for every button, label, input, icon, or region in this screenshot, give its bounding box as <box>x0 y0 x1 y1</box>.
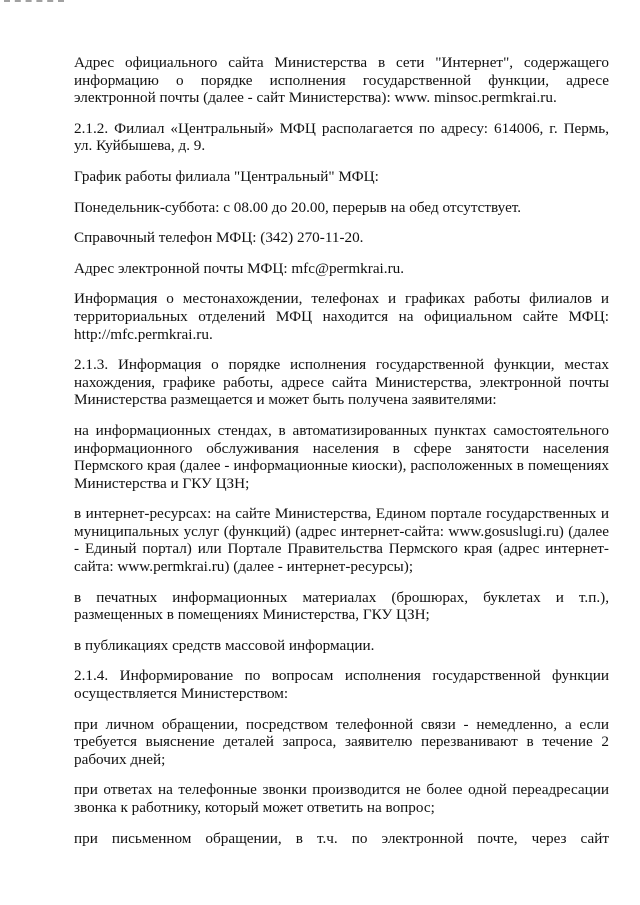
paragraph-personal-appeal: при личном обращении, посредством телефонной связи - немедленно, а если требуется выяснение деталей запроса, заявителю перезванивают в течение 2 рабочих дней; <box>74 715 609 768</box>
paragraph-site-address: Адрес официального сайта Министерства в сети "Интернет", содержащего информацию о порядке исполнения государственной функции, адресе электронной почты (далее - сайт Министерства): www. minsoc.permkrai.ru. <box>74 54 609 107</box>
paragraph-written-appeal: при письменном обращении, в т.ч. по электронной почте, через сайт <box>74 829 609 847</box>
paragraph-printed-materials: в печатных информационных материалах (брошюрах, буклетах и т.п.), размещенных в помещениях Министерства, ГКУ ЦЗН; <box>74 588 609 624</box>
paragraph-mass-media: в публикациях средств массовой информации. <box>74 636 375 654</box>
paragraph-internet-resources: в интернет-ресурсах: на сайте Министерства, Едином портале государственных и муниципальных услуг (функций) (адрес интернет-сайта: www.gosuslugi.ru) (далее - Единый портал) или Портале Правительства Пермского края (адрес интернет-сайта: www.permkrai.ru) (далее - интернет-ресурсы); <box>74 505 609 576</box>
scan-edge-mark <box>4 0 64 5</box>
paragraph-branches-info: Информация о местонахождении, телефонах и графиках работы филиалов и территориальных отделений МФЦ находится на официальном сайте МФЦ: http://mfc.permkrai.ru. <box>74 290 609 343</box>
paragraph-phone: Справочный телефон МФЦ: (342) 270-11-20. <box>74 229 364 247</box>
paragraph-email: Адрес электронной почты МФЦ: mfc@permkrai.ru. <box>74 259 405 277</box>
paragraph-informing-by-ministry: 2.1.4. Информирование по вопросам исполнения государственной функции осуществляется Министерством: <box>74 667 609 703</box>
paragraph-phone-redirect: при ответах на телефонные звонки производится не более одной переадресации звонка к работнику, который может ответить на вопрос; <box>74 781 609 816</box>
paragraph-schedule-heading: График работы филиала "Центральный" МФЦ: <box>74 167 379 185</box>
paragraph-information-sources: 2.1.3. Информация о порядке исполнения государственной функции, местах нахождения, графике работы, адресе сайта Министерства, электронной почты Министерства размещается и может быть получена заявителями: <box>74 356 609 409</box>
paragraph-schedule-hours: Понедельник-суббота: с 08.00 до 20.00, перерыв на обед отсутствует. <box>74 198 522 216</box>
paragraph-info-stands: на информационных стендах, в автоматизированных пунктах самостоятельного информационного обслуживания населения в сфере занятости населения Пермского края (далее - информационные киоски), расположенных в помещениях Министерства и ГКУ ЦЗН; <box>74 421 609 492</box>
paragraph-branch-address: 2.1.2. Филиал «Центральный» МФЦ располагается по адресу: 614006, г. Пермь, ул. Куйбышева, д. 9. <box>74 119 609 155</box>
document-body <box>74 54 609 860</box>
